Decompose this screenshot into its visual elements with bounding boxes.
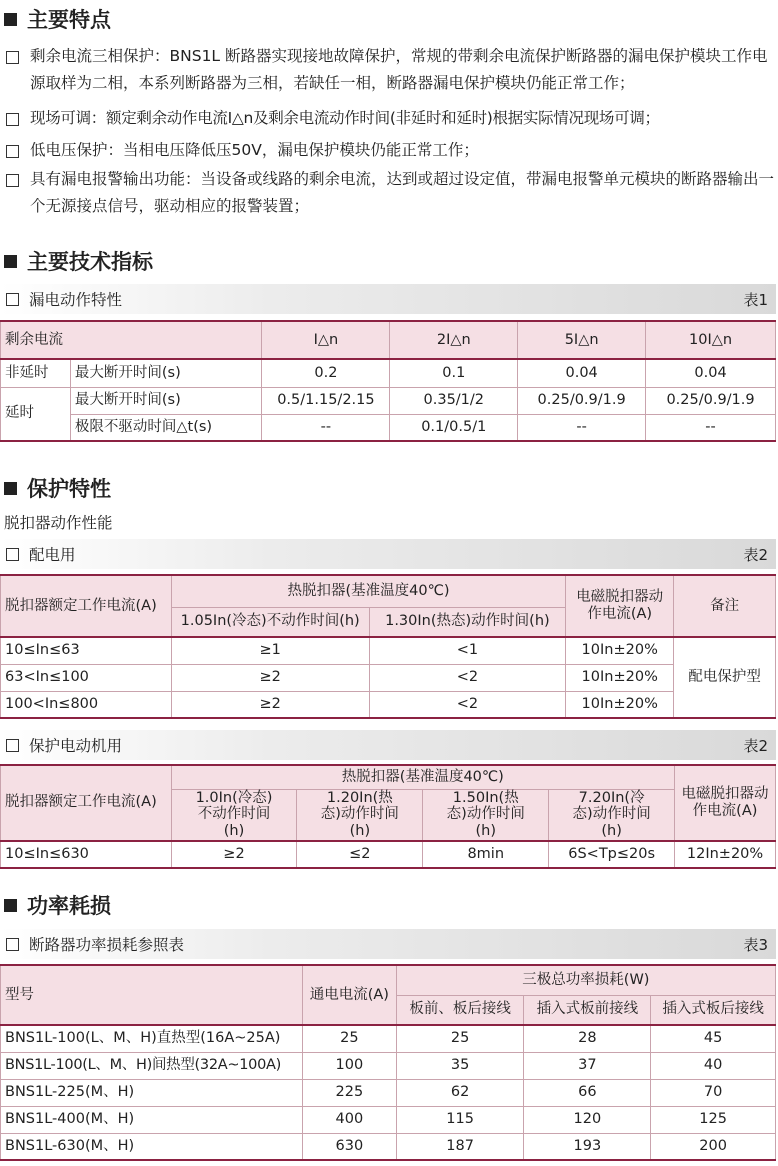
section-title-protection: 保护特性: [4, 473, 111, 503]
table-caption-bar: 断路器功率损耗参照表 表3: [0, 929, 776, 959]
distribution-table: 脱扣器额定工作电流(A) 热脱扣器(基准温度40℃) 电磁脱扣器动作电流(A) 备注 1.05In(冷态)不动作时间(h) 1.30In(热态)动作时间(h) 10≤In≤63 ≥1 <1 10In±20% 配电保护型 63<In≤100 ≥2 <2 10In±20% 100<In≤800 ≥2 <2 10In±20%: [0, 574, 776, 719]
square-bullet-icon: [4, 899, 17, 912]
table-row: 100<In≤800 ≥2 <2 10In±20%: [1, 691, 776, 718]
power-loss-table: 型号 通电电流(A) 三极总功率损耗(W) 板前、板后接线 插入式板前接线 插入式板后接线 BNS1L-100(L、M、H)直热型(16A~25A) 25 25 28 45 BNS1L-100(L、M、H)间热型(32A~100A) 100 35 37 40 BNS1L-225(M、H) 225 62 66 70 BNS1L-400(M、H) 400 115 120 125 BNS1L-630(M、H) 630 187 193 200: [0, 964, 776, 1161]
table-row: 延时 最大断开时间(s) 0.5/1.15/2.15 0.35/1/2 0.25/0.9/1.9 0.25/0.9/1.9: [1, 387, 776, 414]
table-row: 63<In≤100 ≥2 <2 10In±20%: [1, 664, 776, 691]
section-title-features: 主要特点: [4, 4, 111, 34]
section-title-specs: 主要技术指标: [4, 246, 153, 276]
feature-item: 低电压保护：当相电压降低压50V，漏电保护模块仍能正常工作；: [4, 137, 774, 164]
checkbox-icon: [6, 938, 19, 951]
subtitle: 脱扣器动作性能: [4, 514, 113, 532]
checkbox-icon: [6, 51, 19, 64]
leakage-table: 剩余电流 I△n 2I△n 5I△n 10I△n 非延时 最大断开时间(s) 0.2 0.1 0.04 0.04 延时 最大断开时间(s) 0.5/1.15/2.15 0.35/1/2 0.25/0.9/1.9 0.25/0.9/1.9 极限不驱动时间△t(s) -- 0.1/0.5/1 -- --: [0, 320, 776, 442]
checkbox-icon: [6, 113, 19, 126]
checkbox-icon: [6, 145, 19, 158]
table-row: 10≤In≤63 ≥1 <1 10In±20% 配电保护型: [1, 637, 776, 664]
square-bullet-icon: [4, 13, 17, 26]
table-row: BNS1L-225(M、H) 225 62 66 70: [1, 1079, 776, 1106]
table-row: 极限不驱动时间△t(s) -- 0.1/0.5/1 -- --: [1, 414, 776, 441]
table-row: BNS1L-630(M、H) 630 187 193 200: [1, 1133, 776, 1160]
table-row: 非延时 最大断开时间(s) 0.2 0.1 0.04 0.04: [1, 359, 776, 387]
feature-item: 剩余电流三相保护：BNS1L 断路器实现接地故障保护，常规的带剩余电流保护断路器的漏电保护模块工作电源取样为二相，本系列断路器为三相，若缺任一相，断路器漏电保护模块仍能正常工作；: [4, 43, 774, 97]
section-title-power-loss: 功率耗损: [4, 890, 111, 920]
table-row: BNS1L-400(M、H) 400 115 120 125: [1, 1106, 776, 1133]
checkbox-icon: [6, 739, 19, 752]
checkbox-icon: [6, 548, 19, 561]
square-bullet-icon: [4, 255, 17, 268]
table-caption-bar: 保护电动机用 表2: [0, 730, 776, 760]
table-row: BNS1L-100(L、M、H)直热型(16A~25A) 25 25 28 45: [1, 1025, 776, 1052]
table-row: 10≤In≤630 ≥2 ≤2 8min 6S<Tp≤20s 12In±20%: [1, 841, 776, 868]
square-bullet-icon: [4, 482, 17, 495]
checkbox-icon: [6, 293, 19, 306]
feature-item: 具有漏电报警输出功能：当设备或线路的剩余电流，达到或超过设定值，带漏电报警单元模块的断路器输出一个无源接点信号，驱动相应的报警装置；: [4, 166, 774, 220]
feature-item: 现场可调：额定剩余动作电流I△n及剩余电流动作时间(非延时和延时)根据实际情况现场可调；: [4, 105, 774, 132]
table-caption-bar: 漏电动作特性 表1: [0, 284, 776, 314]
motor-table: 脱扣器额定工作电流(A) 热脱扣器(基准温度40℃) 电磁脱扣器动作电流(A) 1.0In(冷态)不动作时间(h) 1.20In(热态)动作时间(h) 1.50In(热态)动作时间(h) 7.20In(冷态)动作时间(h) 10≤In≤630 ≥2 ≤2 8min 6S<Tp≤20s 12In±20%: [0, 764, 776, 869]
table-caption-bar: 配电用 表2: [0, 539, 776, 569]
checkbox-icon: [6, 174, 19, 187]
table-row: BNS1L-100(L、M、H)间热型(32A~100A) 100 35 37 40: [1, 1052, 776, 1079]
